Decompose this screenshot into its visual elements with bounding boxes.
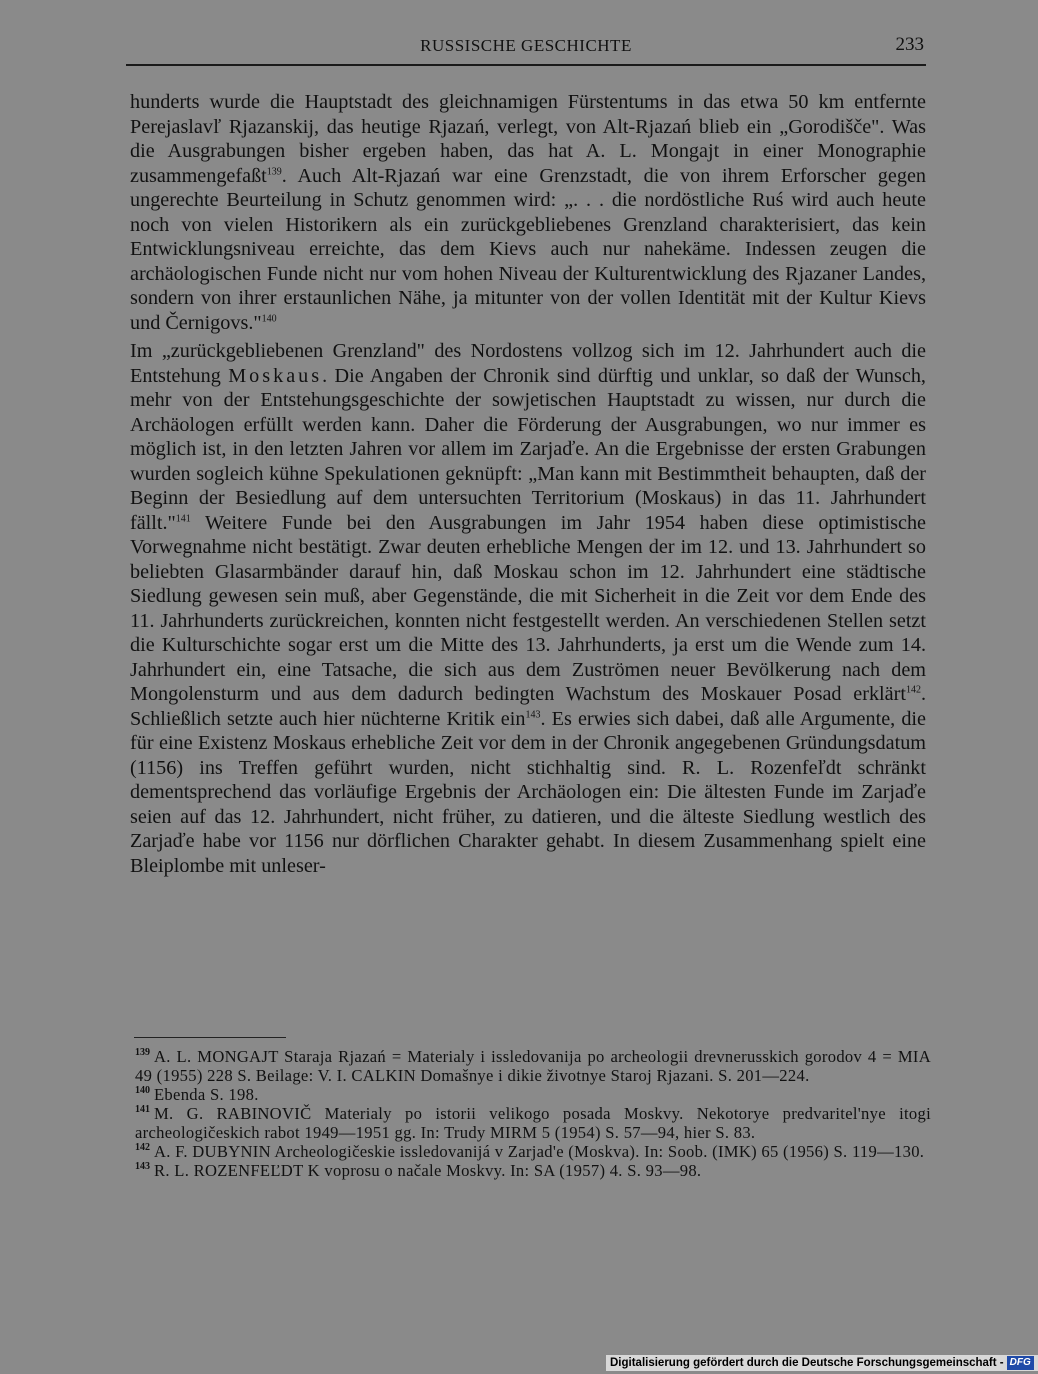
paragraph-2-text-e: . Es erwies sich dabei, daß alle Argumente, die für eine Existenz Moskaus erhebliche Zeit vor dem in der Chronik angegebenen Gründungsdatum (1156) ins Treffen geführt wurden, nicht stichhaltig sind. R. L. Rozenfeľdt schränkt dementsprechend das vorläufige Ergebnis der Archäologen ein: Die ältesten Funde im Zarjaďe seien auf das 12. Jahrhundert, nicht früher, zu datieren, und die älteste Siedlung westlich des Zarjaďe habe vor 1156 nur dörflichen Charakter gehabt. In diesem Zusammenhang spielt eine Bleiplombe mit unleser-: [130, 707, 926, 877]
footnotes: [135, 1047, 931, 1180]
footnote-text: Ebenda S. 198.: [154, 1085, 259, 1104]
body-text: [130, 90, 926, 878]
emphasis-moskaus: Moskaus: [228, 364, 323, 387]
footnote-text: R. L. ROZENFEĽDT K voprosu o načale Moskvy. In: SA (1957) 4. S. 93—98.: [154, 1161, 702, 1180]
running-title: RUSSISCHE GESCHICHTE: [420, 36, 632, 55]
footnote-number: 141: [135, 1104, 150, 1116]
footnote-text: A. F. DUBYNIN Archeologičeskie issledovanijá v Zarjad'e (Moskva). In: Soob. (IMK) 65 (1956) S. 119—130.: [154, 1142, 925, 1161]
paragraph-2: [130, 339, 926, 878]
footnote-142: [135, 1142, 931, 1161]
digitization-banner: [606, 1355, 1038, 1371]
footnote-text: A. L. MONGAJT Staraja Rjazań = Materialy i issledovanija po archeologii drevnerusskich gorodov 4 = MIA 49 (1955) 228 S. Beilage: V. I. CALKIN Domašnye i dikie životnye Staroj Rjazani. S. 201—224.: [135, 1047, 931, 1085]
footnote-ref-141[interactable]: 141: [175, 512, 191, 524]
paragraph-2-text-d: . Schließlich setzte auch hier nüchterne Kritik ein: [130, 683, 926, 730]
footnote-ref-142[interactable]: 142: [905, 684, 921, 696]
paragraph-2-text-b: . Die Angaben der Chronik sind dürftig und unklar, so daß der Wunsch, mehr von der Entstehungsgeschichte der sowjetischen Hauptstadt zu wissen, nur durch die Archäologen erfüllt werden kann. Daher die Förderung der Ausgrabungen, wo nur immer es möglich ist, in den letzten Jahren vor allem im Zarjaďe. An die Ergebnisse der ersten Grabungen wurden sogleich kühne Spekulationen geknüpft: „Man kann mit Bestimmtheit behaupten, daß der Beginn der Besiedlung auf dem untersuchten Territorium (Moskaus) in das 11. Jahrhundert fällt.": [130, 364, 926, 534]
footnote-number: 142: [135, 1142, 150, 1154]
footnote-141: [135, 1104, 931, 1142]
paragraph-1-text-cont: . Auch Alt-Rjazań war eine Grenzstadt, die von ihrem Erforscher gegen ungerechte Beurteilung in Schutz genommen wird: „. . . die nordöstliche Ruś wird auch heute noch von vielen Historikern als ein zurückgebliebenes Grenzland charakterisiert, das kein Entwicklungsniveau erreichte, das dem Kievs auch nur nahekäme. Indessen zeugen die archäologischen Funde nicht nur vom hohen Niveau der Kulturentwicklung des Rjazaner Landes, sondern von ihrer erstaunlichen Nähe, ja mitunter von der vollen Identität mit der Kultur Kievs und Černigovs.": [130, 164, 926, 334]
footnote-140: [135, 1085, 931, 1104]
running-header: [126, 34, 926, 66]
paragraph-2-text: Im „zurückgebliebenen Grenzland" des Nordostens vollzog sich im 12. Jahrhundert auch die Entstehung: [130, 340, 926, 387]
footnote-divider: [134, 1037, 286, 1038]
footnote-text: M. G. RABINOVIČ Materialy po istorii velikogo posada Moskvy. Nekotorye predvaritel'nye itogi archeologičeskich rabot 1949—1951 gg. In: Trudy MIRM 5 (1954) S. 57—94, hier S. 83.: [135, 1104, 931, 1142]
paragraph-1: [130, 90, 926, 335]
footnote-ref-139[interactable]: 139: [266, 165, 282, 177]
footnote-number: 143: [135, 1161, 150, 1173]
footnote-139: [135, 1047, 931, 1085]
footnote-ref-143[interactable]: 143: [525, 708, 541, 720]
footnote-number: 139: [135, 1047, 150, 1059]
dfg-logo[interactable]: DFG: [1007, 1356, 1034, 1370]
paragraph-1-text: hunderts wurde die Hauptstadt des gleichnamigen Fürstentums in das etwa 50 km entfernte Perejaslavľ Rjazanskij, das heutige Rjazań, verlegt, von Alt-Rjazań blieb ein „Gorodišče". Was die Ausgrabungen bisher ergeben haben, das hat A. L. Mongajt in einer Monographie zusammengefaßt: [130, 91, 926, 187]
footnote-number: 140: [135, 1085, 150, 1097]
page-number: 233: [895, 34, 924, 55]
paragraph-2-text-c: Weitere Funde bei den Ausgrabungen im Jahr 1954 haben diese optimistische Vorwegnahme nicht bestätigt. Zwar deuten erhebliche Mengen der im 12. und 13. Jahrhundert so beliebten Glasarmbänder darauf hin, daß Moskau schon im 12. Jahrhundert eine städtische Siedlung gewesen sein muß, aber Gegenstände, die mit Sicherheit in die Zeit vor dem Ende des 11. Jahrhunderts zurückreichen, konnten nicht festgestellt werden. An verschiedenen Stellen setzt die Kulturschichte sogar erst um die Mitte des 13. Jahrhunderts, ja erst um die Wende zum 14. Jahrhundert ein, eine Tatsache, die sich aus dem Zuströmen neuer Bevölkerung nach dem Mongolensturm und aus dem dadurch bedingten Wachstum des Moskauer Posad erklärt: [130, 511, 926, 705]
banner-text: Digitalisierung gefördert durch die Deutsche Forschungsgemeinschaft -: [610, 1357, 1004, 1369]
footnote-143: [135, 1161, 931, 1180]
footnote-ref-140[interactable]: 140: [261, 312, 277, 324]
